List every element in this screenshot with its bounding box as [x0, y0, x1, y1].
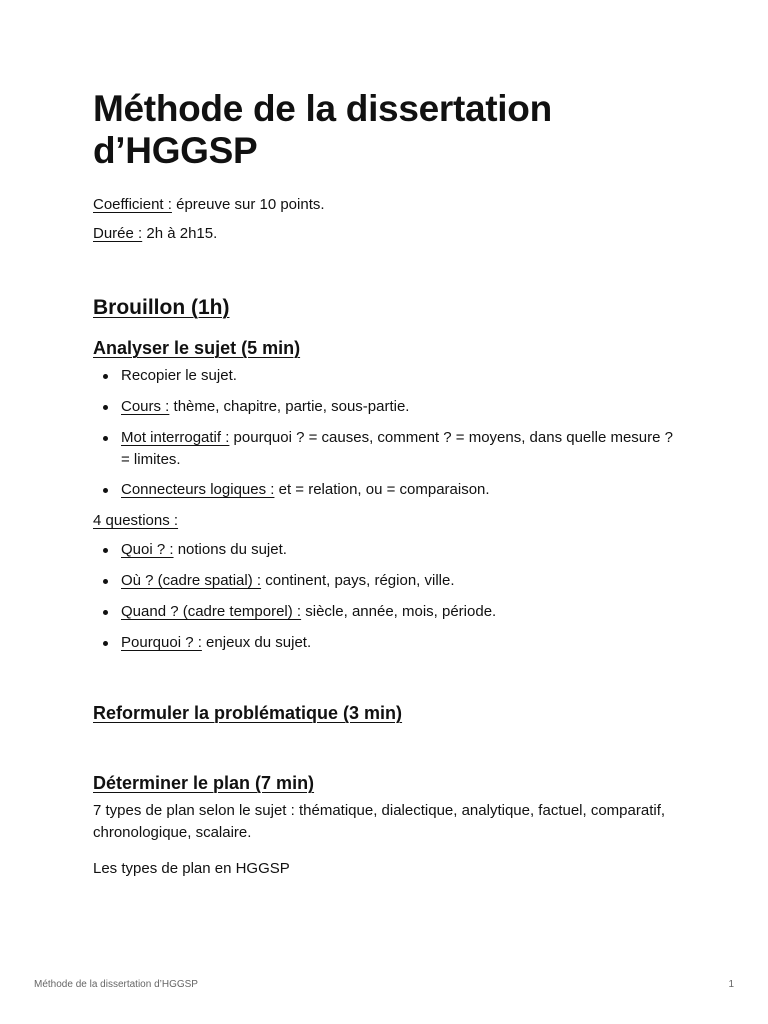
- item-label: Où ? (cadre spatial) :: [121, 572, 262, 589]
- item-text: siècle, année, mois, période.: [301, 603, 497, 620]
- plan-paragraph: [93, 800, 683, 844]
- page-footer: [34, 979, 734, 990]
- page-number: 1: [728, 979, 734, 990]
- list-item: [93, 539, 683, 561]
- coefficient-line: [93, 195, 683, 215]
- item-label: Quoi ? :: [121, 541, 174, 558]
- subsection-heading-analyser: [93, 337, 683, 359]
- plan-heading-text: Déterminer le plan (7 min): [93, 773, 315, 793]
- item-label: Mot interrogatif :: [121, 429, 230, 446]
- list-item: [93, 365, 683, 387]
- item-text: pourquoi ? = causes, comment ? = moyens, dans quelle mesure ? = limites.: [121, 429, 673, 468]
- plan-link-paragraph: [93, 858, 683, 880]
- list-item: [93, 427, 683, 471]
- types-de-plan-link[interactable]: Les types de plan en HGGSP: [93, 860, 290, 877]
- page-title: Méthode de la dissertation d’HGGSP: [93, 88, 552, 171]
- coefficient-label: Coefficient :: [93, 196, 172, 213]
- section-heading-brouillon: [93, 295, 683, 321]
- questions-label: [93, 510, 683, 532]
- item-label: Quand ? (cadre temporel) :: [121, 603, 302, 620]
- subsection-heading-plan: [93, 772, 683, 794]
- sujet-link[interactable]: sujet.: [201, 367, 237, 384]
- item-text: enjeux du sujet.: [201, 634, 312, 651]
- analyser-heading-text: Analyser le sujet (5 min): [93, 338, 301, 358]
- item-label: Connecteurs logiques :: [121, 481, 275, 498]
- duree-label: Durée :: [93, 225, 143, 242]
- questions-label-text: 4 questions :: [93, 512, 179, 529]
- item-text: et = relation, ou = comparaison.: [274, 481, 490, 498]
- item-label: Pourquoi ? :: [121, 634, 202, 651]
- item-text: Recopier le: [121, 367, 202, 384]
- item-text: thème, chapitre, partie, sous-partie.: [169, 398, 410, 415]
- brouillon-heading-text: Brouillon (1h): [93, 296, 230, 319]
- types-link[interactable]: 7 types: [93, 802, 142, 819]
- analyser-list: [93, 365, 683, 501]
- list-item: [93, 396, 683, 418]
- list-item: [93, 570, 683, 592]
- reformuler-heading-text: Reformuler la problématique (3 min): [93, 703, 403, 723]
- duree-value: 2h à 2h15.: [142, 225, 218, 242]
- duree-line: [93, 224, 683, 244]
- list-item: [93, 632, 683, 654]
- list-item: [93, 479, 683, 501]
- subsection-heading-reformuler: [93, 702, 683, 724]
- footer-title: Méthode de la dissertation d’HGGSP: [34, 979, 198, 990]
- plan-text: de plan selon le sujet : thématique, dialectique, analytique, factuel, comparatif, chronologique, scalaire.: [93, 802, 666, 841]
- questions-list: [93, 539, 683, 654]
- item-text: notions du sujet.: [173, 541, 287, 558]
- meta-block: [93, 195, 683, 244]
- list-item: [93, 601, 683, 623]
- document-page: [93, 88, 683, 880]
- coefficient-value: épreuve sur 10 points.: [171, 196, 325, 213]
- item-label: Cours :: [121, 398, 170, 415]
- item-text: continent, pays, région, ville.: [261, 572, 455, 589]
